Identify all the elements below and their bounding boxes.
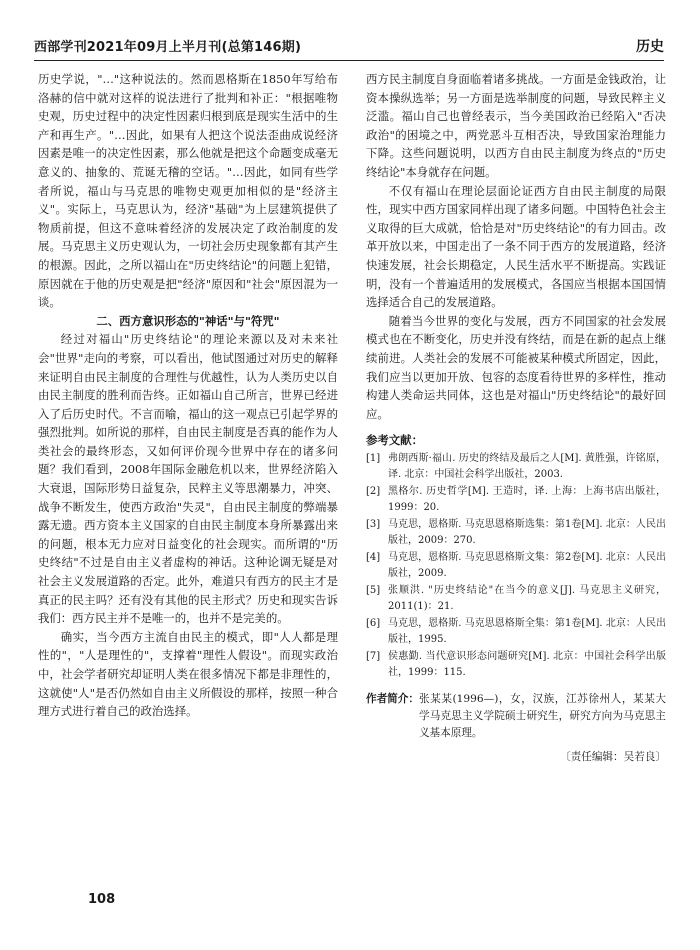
reference-text: 张顺洪. "历史终结论"在当今的意义[J]. 马克思主义研究，2011(1)：21.	[388, 584, 666, 612]
journal-issue: 西部学刊2021年09月上半月刊(总第146期)	[34, 40, 302, 55]
reference-list	[366, 451, 666, 681]
paragraph: 随着当今世界的变化与发展，西方不同国家的社会发展模式也在不断变化，历史并没有终结，而是在新的起点上继续前进。人类社会的发展不可能被某种模式所固定，因此，我们应当以更加开放、包容的态度看待世界的多样性，推动构建人类命运共同体，这也是对福山"历史终结论"的最好回应。	[366, 313, 666, 421]
reference-number: [6]	[366, 617, 381, 629]
reference-item	[366, 451, 666, 483]
reference-text: 马克思，恩格斯. 马克思恩格斯全集：第1卷[M]. 北京：人民出版社，1995.	[388, 617, 666, 645]
reference-text: 黑格尔. 历史哲学[M]. 王造时，译. 上海：上海书店出版社，1999：20.	[388, 485, 666, 513]
reference-item	[366, 649, 666, 681]
left-column	[38, 70, 338, 721]
reference-number: [4]	[366, 551, 381, 563]
reference-text: 侯惠勤. 当代意识形态问题研究[M]. 北京：中国社会科学出版社，1999：115.	[388, 650, 666, 678]
reference-number: [2]	[366, 485, 381, 497]
responsible-editor: 〔责任编辑：吴若良〕	[560, 750, 666, 763]
paragraph: 不仅有福山在理论层面论证西方自由民主制度的局限性，现实中西方国家同样出现了诸多问题。中国特色社会主义取得的巨大成就，恰恰是对"历史终结论"的有力回击。改革开放以来，中国走出了一条不同于西方的发展道路，经济快速发展，社会长期稳定，人民生活水平不断提高。实践证明，没有一个普遍适用的发展模式，各国应当根据本国国情选择适合自己的发展道路。	[366, 183, 666, 310]
reference-item	[366, 616, 666, 648]
reference-number: [1]	[366, 452, 381, 464]
reference-number: [7]	[366, 650, 381, 662]
right-column	[366, 70, 666, 766]
reference-item	[366, 517, 666, 549]
page-header	[34, 26, 664, 64]
author-label: 作者简介：	[366, 692, 419, 705]
reference-text: 马克思，恩格斯. 马克思恩格斯选集：第1卷[M]. 北京：人民出版社，2009：270.	[388, 518, 666, 546]
reference-text: 弗朗西斯·福山. 历史的终结及最后之人[M]. 黄胜强，许铭原，译. 北京：中国社会科学出版社，2003.	[388, 452, 666, 480]
section-label: 历史	[636, 39, 664, 55]
reference-number: [5]	[366, 584, 381, 596]
author-bio	[366, 691, 666, 742]
page-number: 108	[88, 892, 116, 907]
paragraph: 经过对福山"历史终结论"的理论来源以及对未来社会"世界"走向的考察，可以看出，他试图通过对历史的解释来证明自由民主制度的合理性与优越性，认为人类历史以自由民主制度的胜利而告终。正如福山自己所言，世界已经进入了后历史时代。不言而喻，福山的这一观点已引起学界的强烈批判。如所说的那样，自由民主制度是否真的能作为人类社会的最终形态，又如何评价现今世界中存在的诸多问题？我们看到，2008年国际金融危机以来，世界经济陷入大衰退，国际形势日益复杂，民粹主义等思潮暴力，冲突、战争不断发生，使西方政治"失灵"，自由民主制度的弊端暴露无遗。西方资本主义国家的自由民主制度本身所暴露出来的问题，根本无力应对日益变化的社会现实。而所谓的"历史终结"不过是自由主义者虚构的神话。这种论调无疑是对社会主义发展道路的否定。此外，难道只有西方的民主才是真正的民主吗？还有没有其他的民主形式？历史和现实告诉我们：西方民主并不是唯一的，也并不是完美的。	[38, 332, 338, 626]
reference-item	[366, 583, 666, 615]
reference-text: 马克思，恩格斯. 马克思恩格斯文集：第2卷[M]. 北京：人民出版社，2009.	[388, 551, 666, 579]
section-heading: 二、西方意识形态的"神话"与"符咒"	[96, 313, 280, 328]
reference-item	[366, 550, 666, 582]
header-rule	[34, 60, 664, 61]
reference-item	[366, 484, 666, 516]
paragraph: 西方民主制度自身面临着诸多挑战。一方面是金钱政治，让资本操纵选举；另一方面是选举制度的问题，导致民粹主义泛滥。福山自己也曾经表示，当今美国政治已经陷入"否决政治"的困境之中，两党恶斗互相否决，导致国家治理能力下降。这些问题说明，以西方自由民主制度为终点的"历史终结论"本身就存在问题。	[366, 72, 666, 179]
paragraph: 历史学说，"…"这种说法的。然而恩格斯在1850年写给布洛赫的信中就对这样的说法进行了批判和补正："根据唯物史观，历史过程中的决定性因素归根到底是现实生活中的生产和再生产。"…因此，如果有人把这个说法歪曲成说经济因素是唯一的决定性因素，那么他就是把这个命题变成毫无意义的、抽象的、荒诞无稽的空话。"…因此，如同有些学者所说，福山与马克思的唯物史观更加相似的是"经济主义"。实际上，马克思认为，经济"基础"为上层建筑提供了物质前提，但这不意味着经济的发展决定了政治制度的发展。马克思主义历史观认为，一切社会历史现象都有其产生的根源。因此，之所以福山在"历史终结论"的问题上犯错，原因就在于他的历史观是把"经济"原因和"社会"原因混为一谈。	[38, 72, 338, 310]
reference-number: [3]	[366, 518, 381, 530]
references-heading: 参考文献：	[366, 433, 423, 448]
paragraph: 确实，当今西方主流自由民主的模式，即"人人都是理性的"，"人是理性的"，支撑着"理性人假设"。而现实政治中，社会学者研究却证明人类在很多情况下都是非理性的，这就使"人"是否仍然如自由主义所假设的那样，按照一种合理方式进行着自己的政治选择。	[38, 629, 338, 719]
author-text: 张某某(1996—)，女，汉族，江苏徐州人，某某大学马克思主义学院硕士研究生，研究方向为马克思主义基本原理。	[418, 692, 666, 739]
